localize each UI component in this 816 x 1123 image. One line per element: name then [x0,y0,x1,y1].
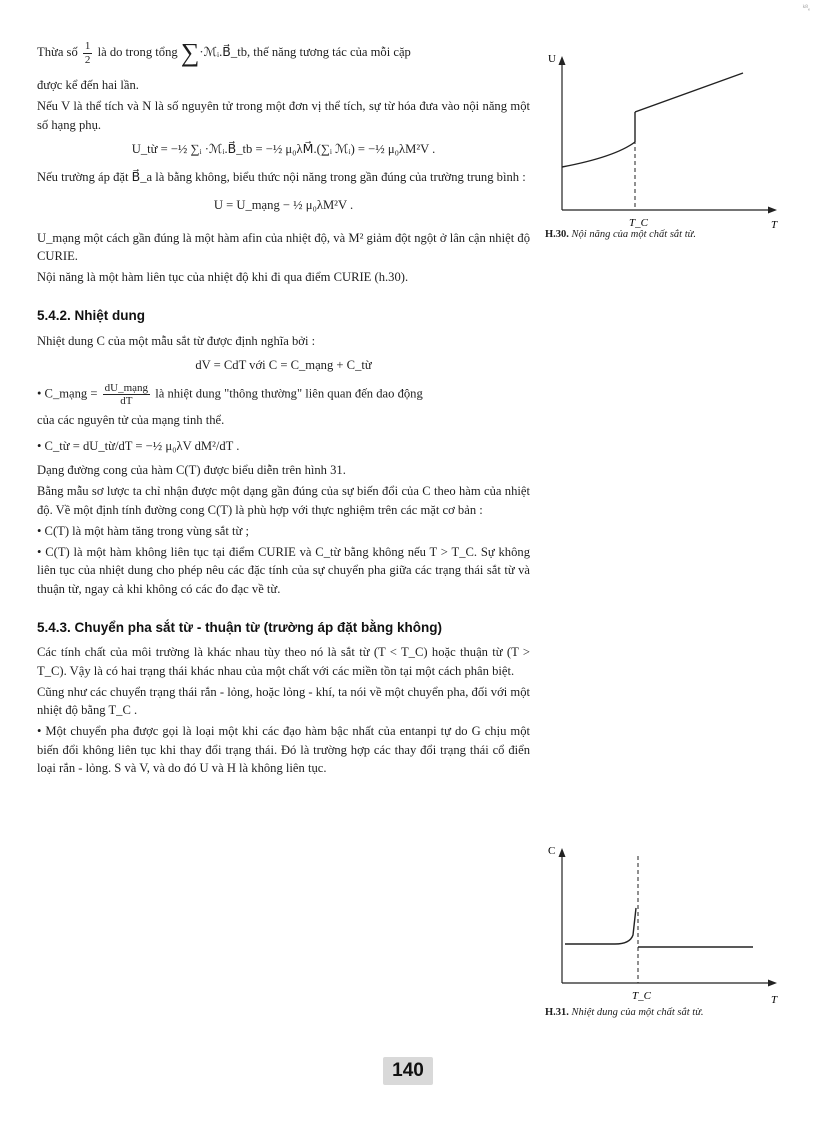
paragraph-counted-twice: được kể đến hai lần. [37,78,139,92]
curie-tick-label: T_C [632,990,651,1002]
paragraph-phase-properties: Các tính chất của môi trường là khác nhau tùy theo nó là sắt từ (T < T_C) hoặc thuận từ (T > T_C). Vậy là có hai trạng thái khác nhau của một chất với các miền tồn tại một cách phân biệt. [37,645,530,678]
paragraph-approximation: Bằng mẫu sơ lược ta chỉ nhận được một dạng gần đúng của sự biến đổi của C theo hàm của nhiệt độ. Về một định tính đường cong C(T) là phù hợp với thực nghiệm trên các mặt cơ bản : [37,484,530,517]
paragraph-factor-half: Thừa số $\frac{1}{2}$ là do trong tổng ∑·ℳᵢ.B⃗_tb, thế năng tương tác của mỗi cặp [37,38,411,67]
corner-mark: ᵏ⁸ₑ [802,3,810,12]
x-axis-label: T [771,994,778,1006]
page-number: 140 [383,1057,433,1085]
paragraph-volume: Nếu V là thể tích và N là số nguyên tử trong một đơn vị thể tích, sự từ hóa đưa vào nội năng một số hạng phụ. [37,99,530,132]
paragraph-u-mang: U_mạng một cách gần đúng là một hàm afin của nhiệt độ, và M² giảm đột ngột ở lân cận nhiệt độ CURIE. [37,230,530,263]
section-heading-heat-capacity: 5.4.2. Nhiệt dung [37,308,146,324]
y-axis-arrow [559,848,566,857]
x-axis-arrow [768,207,777,214]
paragraph-zero-field: Nếu trường áp đặt B⃗_a là bằng không, biểu thức nội năng trong gần đúng của trường trung bình : [37,170,526,184]
list-item-increasing: • C(T) là một hàm tăng trong vùng sắt từ ; [37,523,250,538]
x-axis-label: T [771,219,778,231]
section-heading-phase-transition: 5.4.3. Chuyển pha sắt từ - thuận từ (trường áp đặt bằng không) [37,619,442,635]
list-item-discontinuous: • C(T) là một hàm không liên tục tại điểm CURIE và C_từ bằng không nếu T > T_C. Sự không liên tục của nhiệt dung cho phép nêu các đặc tính của sự chuyển pha giữa các trạng thái sắt từ và thuận từ, ngay cả khi không có các đo đạc về từ. [37,545,530,596]
curve-ferromagnetic [565,908,636,944]
bullet-c-tu: • C_từ = dU_từ/dT = −½ μ₀λV dM²/dT . [37,438,240,453]
curve-ferromagnetic [562,142,635,167]
y-axis-label: U [548,53,556,65]
paragraph-first-order: • Một chuyển pha được gọi là loại một khi các đạo hàm bậc nhất của entanpi tự do G chịu một biến đổi không liên tục khi thay đổi trạng thái. Đó là trường hợp các thay đổi trạng thái cổ điển loại rắn - lỏng. S và V, và do đó U và H là không liên tục. [37,724,530,775]
y-axis-label: C [548,845,556,857]
curve-paramagnetic [635,73,743,112]
paragraph-phase-analogy: Cũng như các chuyển trạng thái rắn - lỏng, hoặc lỏng - khí, ta nói về một chuyển pha, đối với một nhiệt độ bằng T_C . [37,684,530,718]
fraction-one-half: $\frac{1}{2}$ [84,40,91,66]
figure-30-caption: H.30. Nội năng của một chất sắt từ. [545,229,696,241]
main-column [37,40,530,780]
figure-31 [545,838,790,1020]
sum-symbol: ∑ [180,38,200,67]
equation-u-tu: U_từ = −½ ∑ᵢ ·ℳᵢ.B⃗_tb = −½ μ₀λM⃗.(∑ᵢ ℳᵢ) = −½ μ₀λM²V . [131,141,436,156]
fraction-du-dt: $\frac{\text{dU\_mạng}}{dT}$ [104,382,149,408]
sum-expression: ·ℳᵢ.B⃗_tb [199,44,247,59]
equation-internal-energy: U = U_mạng − ½ μ₀λM²V . [213,198,354,213]
y-axis-arrow [559,56,566,65]
bullet-c-mang-continued: của các nguyên tử của mạng tinh thể. [37,412,225,427]
curie-tick-label: T_C [629,217,648,229]
equation-heat-capacity: dV = CdT với C = C_mạng + C_từ [195,358,372,373]
paragraph-heat-capacity-def: Nhiệt dung C của một mẫu sắt từ được định nghĩa bởi : [37,333,316,348]
figure-31-graph [545,838,785,1006]
x-axis-arrow [768,980,777,987]
figure-31-caption: H.31. Nhiệt dung của một chất sắt từ. [545,1007,704,1019]
figure-30 [545,50,790,242]
paragraph-curve-shape: Dạng đường cong của hàm C(T) được biểu diễn trên hình 31. [37,463,346,477]
bullet-c-mang: • C_mạng = $\frac{\text{dU\_mạng}}{dT}$ là nhiệt dung "thông thường" liên quan đến dao động [37,382,423,408]
figure-30-graph [545,50,785,231]
paragraph-continuity: Nội năng là một hàm liên tục của nhiệt độ khi đi qua điểm CURIE (h.30). [37,270,409,284]
